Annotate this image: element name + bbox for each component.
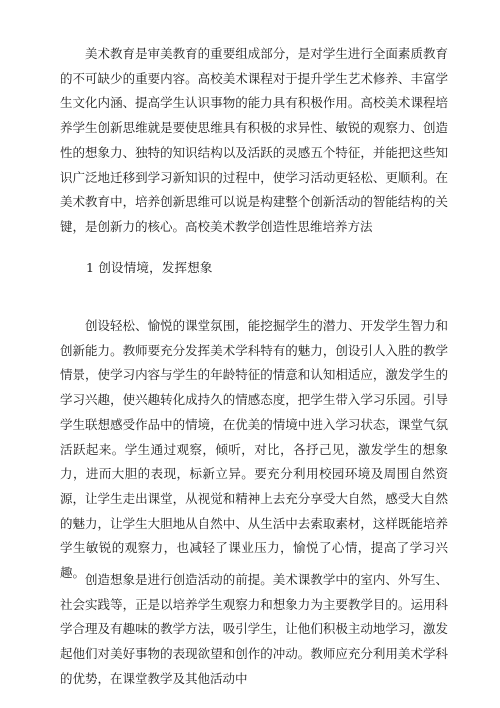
body-paragraph-1: 创设轻松、愉悦的课堂氛围，能挖掘学生的潜力、开发学生智力和创新能力。教师要充分发挥美术学科特有的魅力，创设引人入胜的教学情景，使学习内容与学生的年龄特征的情意和认知相适应，激发学生的学习兴趣，使兴趣转化成持久的情感态度，把学生带入学习乐园。引导学生联想感受作品中的情境，在优美的情境中进入学习状态，课堂气氛活跃起来。学生通过观察，倾听，对比，各抒己见，激发学生的想象力，进而大胆的表现，标新立异。要充分利用校园环境及周围自然资源，让学生走出课堂，从视觉和精神上去充分享受大自然，感受大自然的魅力，让学生大胆地从自然中、从生活中去索取素材，这样既能培养学生敏锐的观察力，也减轻了课业压力，愉悦了心情，提高了学习兴趣。 (60, 318, 448, 581)
section-heading: 1 创设情境，发挥想象 (86, 260, 213, 275)
intro-paragraph: 美术教育是审美教育的重要组成部分，是对学生进行全面素质教育的不可缺少的重要内容。高校美术课程对于提升学生艺术修养、丰富学生文化内涵、提高学生认识事物的能力具有积极作用。高校美术课程培养学生创新思维就是要使思维具有积极的求异性、敏锐的观察力、创造性的想象力、独特的知识结构以及活跃的灵感五个特征，并能把这些知识广泛地迁移到学习新知识的过程中，使学习活动更轻松、更顺利。在美术教育中，培养创新思维可以说是构建整个创新活动的智能结构的关键，是创新力的核心。高校美术教学创造性思维培养方法 (60, 46, 448, 234)
body-paragraph-2: 创造想象是进行创造活动的前提。美术课教学中的室内、外写生、社会实践等，正是以培养学生观察力和想象力为主要教学目的。运用科学合理及有趣味的教学方法，吸引学生，让他们积极主动地学习，激发起他们对美好事物的表现欲望和创作的冲动。教师应充分利用美术学科的优势，在课堂教学及其他活动中 (60, 572, 448, 686)
